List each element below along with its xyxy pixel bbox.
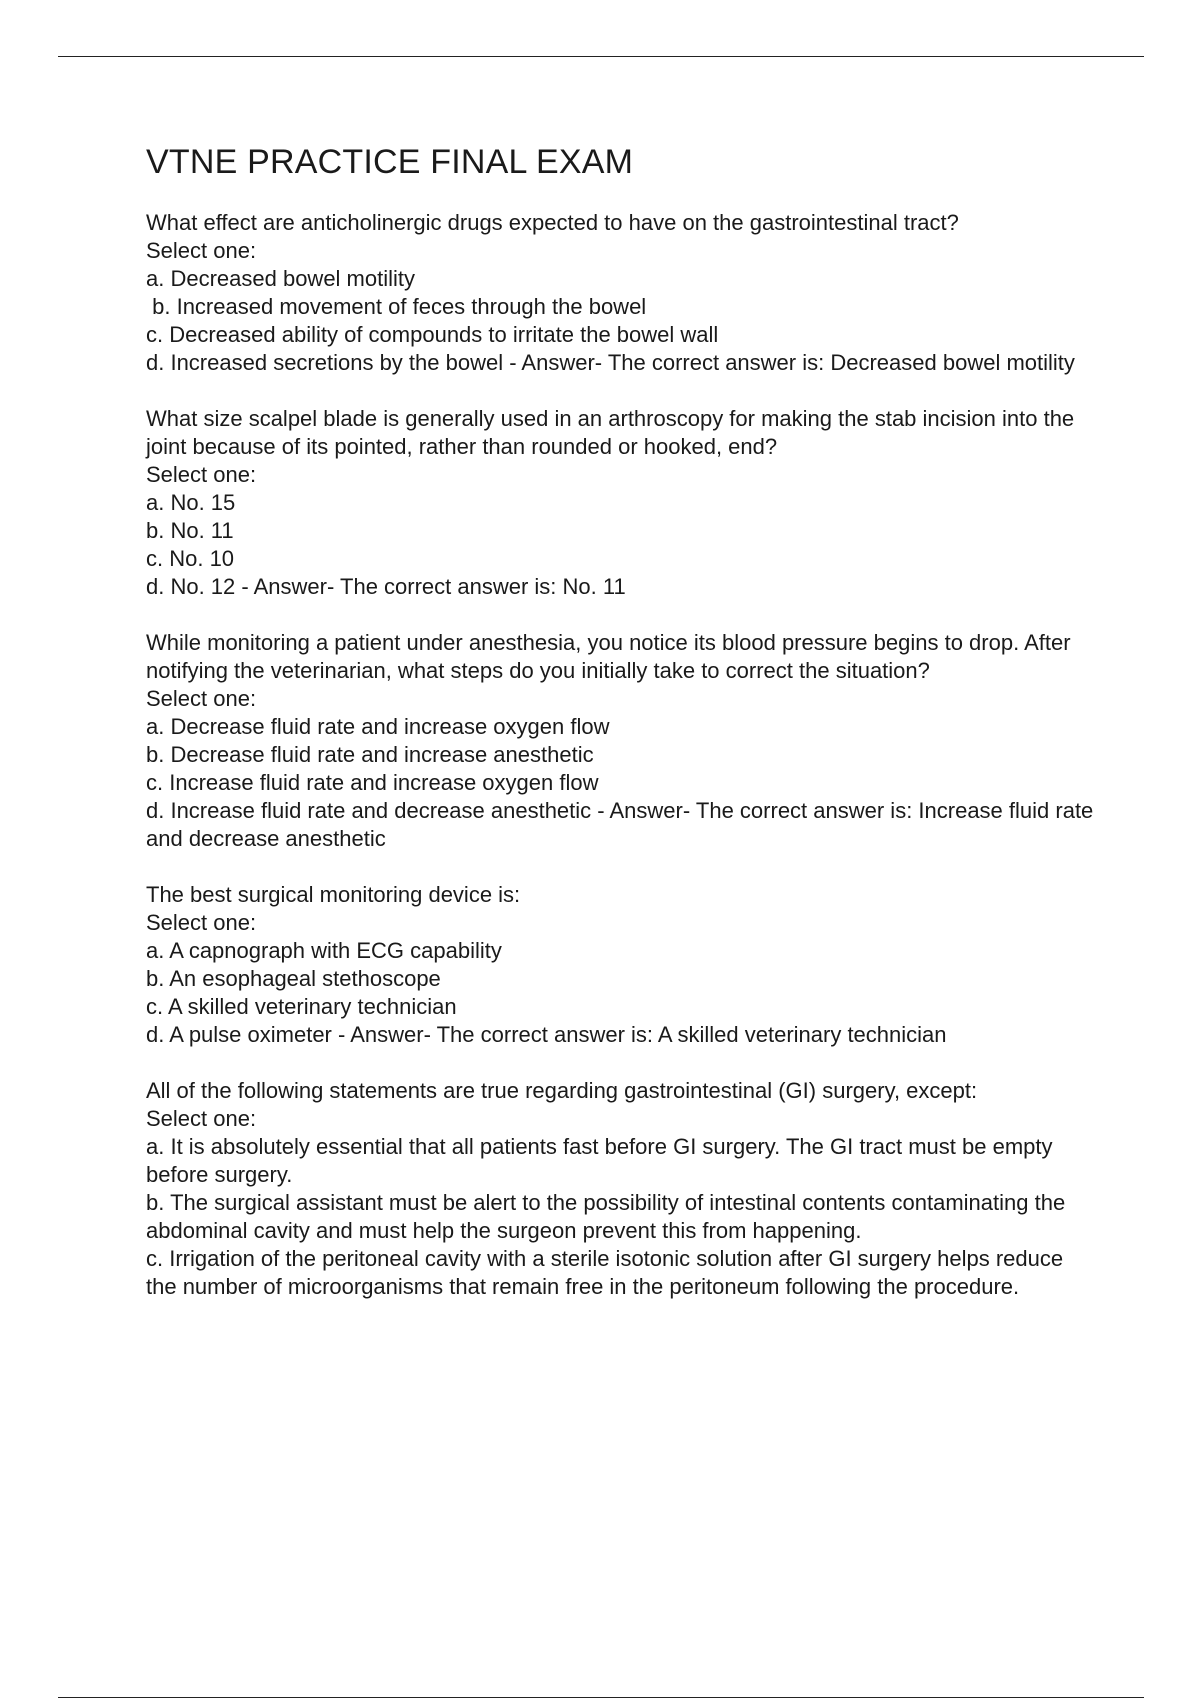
question-stem: All of the following statements are true regarding gastrointestinal (GI) surgery, except: bbox=[146, 1078, 978, 1103]
select-prompt: Select one: bbox=[146, 1106, 257, 1131]
answer-option: b. Decrease fluid rate and increase anesthetic bbox=[146, 742, 594, 767]
select-prompt: Select one: bbox=[146, 910, 257, 935]
answer-option: d. A pulse oximeter - Answer- The correct answer is: A skilled veterinary technician bbox=[146, 1022, 947, 1047]
question-stem: What size scalpel blade is generally used in an arthroscopy for making the stab incision into the joint because of its pointed, rather than rounded or hooked, end? bbox=[146, 406, 1081, 459]
answer-option: a. No. 15 bbox=[146, 490, 236, 515]
document-body bbox=[146, 141, 1100, 1329]
question-block bbox=[146, 881, 1096, 1049]
answer-option: a. Decrease fluid rate and increase oxygen flow bbox=[146, 714, 610, 739]
question-stem: What effect are anticholinergic drugs expected to have on the gastrointestinal tract? bbox=[146, 210, 959, 235]
answer-option: d. Increase fluid rate and decrease anesthetic - Answer- The correct answer is: Increase fluid rate and decrease anesthetic bbox=[146, 798, 1100, 851]
question-block bbox=[146, 209, 1096, 377]
answer-option: c. Increase fluid rate and increase oxygen flow bbox=[146, 770, 599, 795]
answer-option: a. It is absolutely essential that all patients fast before GI surgery. The GI tract must be empty before surgery. bbox=[146, 1134, 1059, 1187]
answer-option: b. Increased movement of feces through the bowel bbox=[146, 294, 647, 319]
answer-option: a. Decreased bowel motility bbox=[146, 266, 416, 291]
question-stem: While monitoring a patient under anesthesia, you notice its blood pressure begins to drop. After notifying the veterinarian, what steps do you initially take to correct the situation? bbox=[146, 630, 1077, 683]
answer-option: c. Decreased ability of compounds to irritate the bowel wall bbox=[146, 322, 719, 347]
answer-option: d. No. 12 - Answer- The correct answer is: No. 11 bbox=[146, 574, 626, 599]
question-stem: The best surgical monitoring device is: bbox=[146, 882, 521, 907]
answer-option: c. No. 10 bbox=[146, 546, 235, 571]
answer-option: b. An esophageal stethoscope bbox=[146, 966, 441, 991]
footer-rule bbox=[58, 1697, 1144, 1698]
select-prompt: Select one: bbox=[146, 686, 257, 711]
header-rule bbox=[58, 56, 1144, 57]
select-prompt: Select one: bbox=[146, 238, 257, 263]
answer-option: b. The surgical assistant must be alert to the possibility of intestinal contents contaminating the abdominal cavity and must help the surgeon prevent this from happening. bbox=[146, 1190, 1072, 1243]
select-prompt: Select one: bbox=[146, 462, 257, 487]
page-title: VTNE PRACTICE FINAL EXAM bbox=[146, 143, 634, 181]
answer-option: a. A capnograph with ECG capability bbox=[146, 938, 502, 963]
question-block bbox=[146, 629, 1100, 853]
answer-option: b. No. 11 bbox=[146, 518, 234, 543]
answer-option: c. A skilled veterinary technician bbox=[146, 994, 457, 1019]
answer-option: c. Irrigation of the peritoneal cavity with a sterile isotonic solution after GI surgery helps reduce the number of microorganisms that remain free in the peritoneum following the procedure. bbox=[146, 1246, 1070, 1299]
question-block bbox=[146, 1077, 1096, 1301]
question-block bbox=[146, 405, 1096, 601]
answer-option: d. Increased secretions by the bowel - Answer- The correct answer is: Decreased bowel motility bbox=[146, 350, 1075, 375]
